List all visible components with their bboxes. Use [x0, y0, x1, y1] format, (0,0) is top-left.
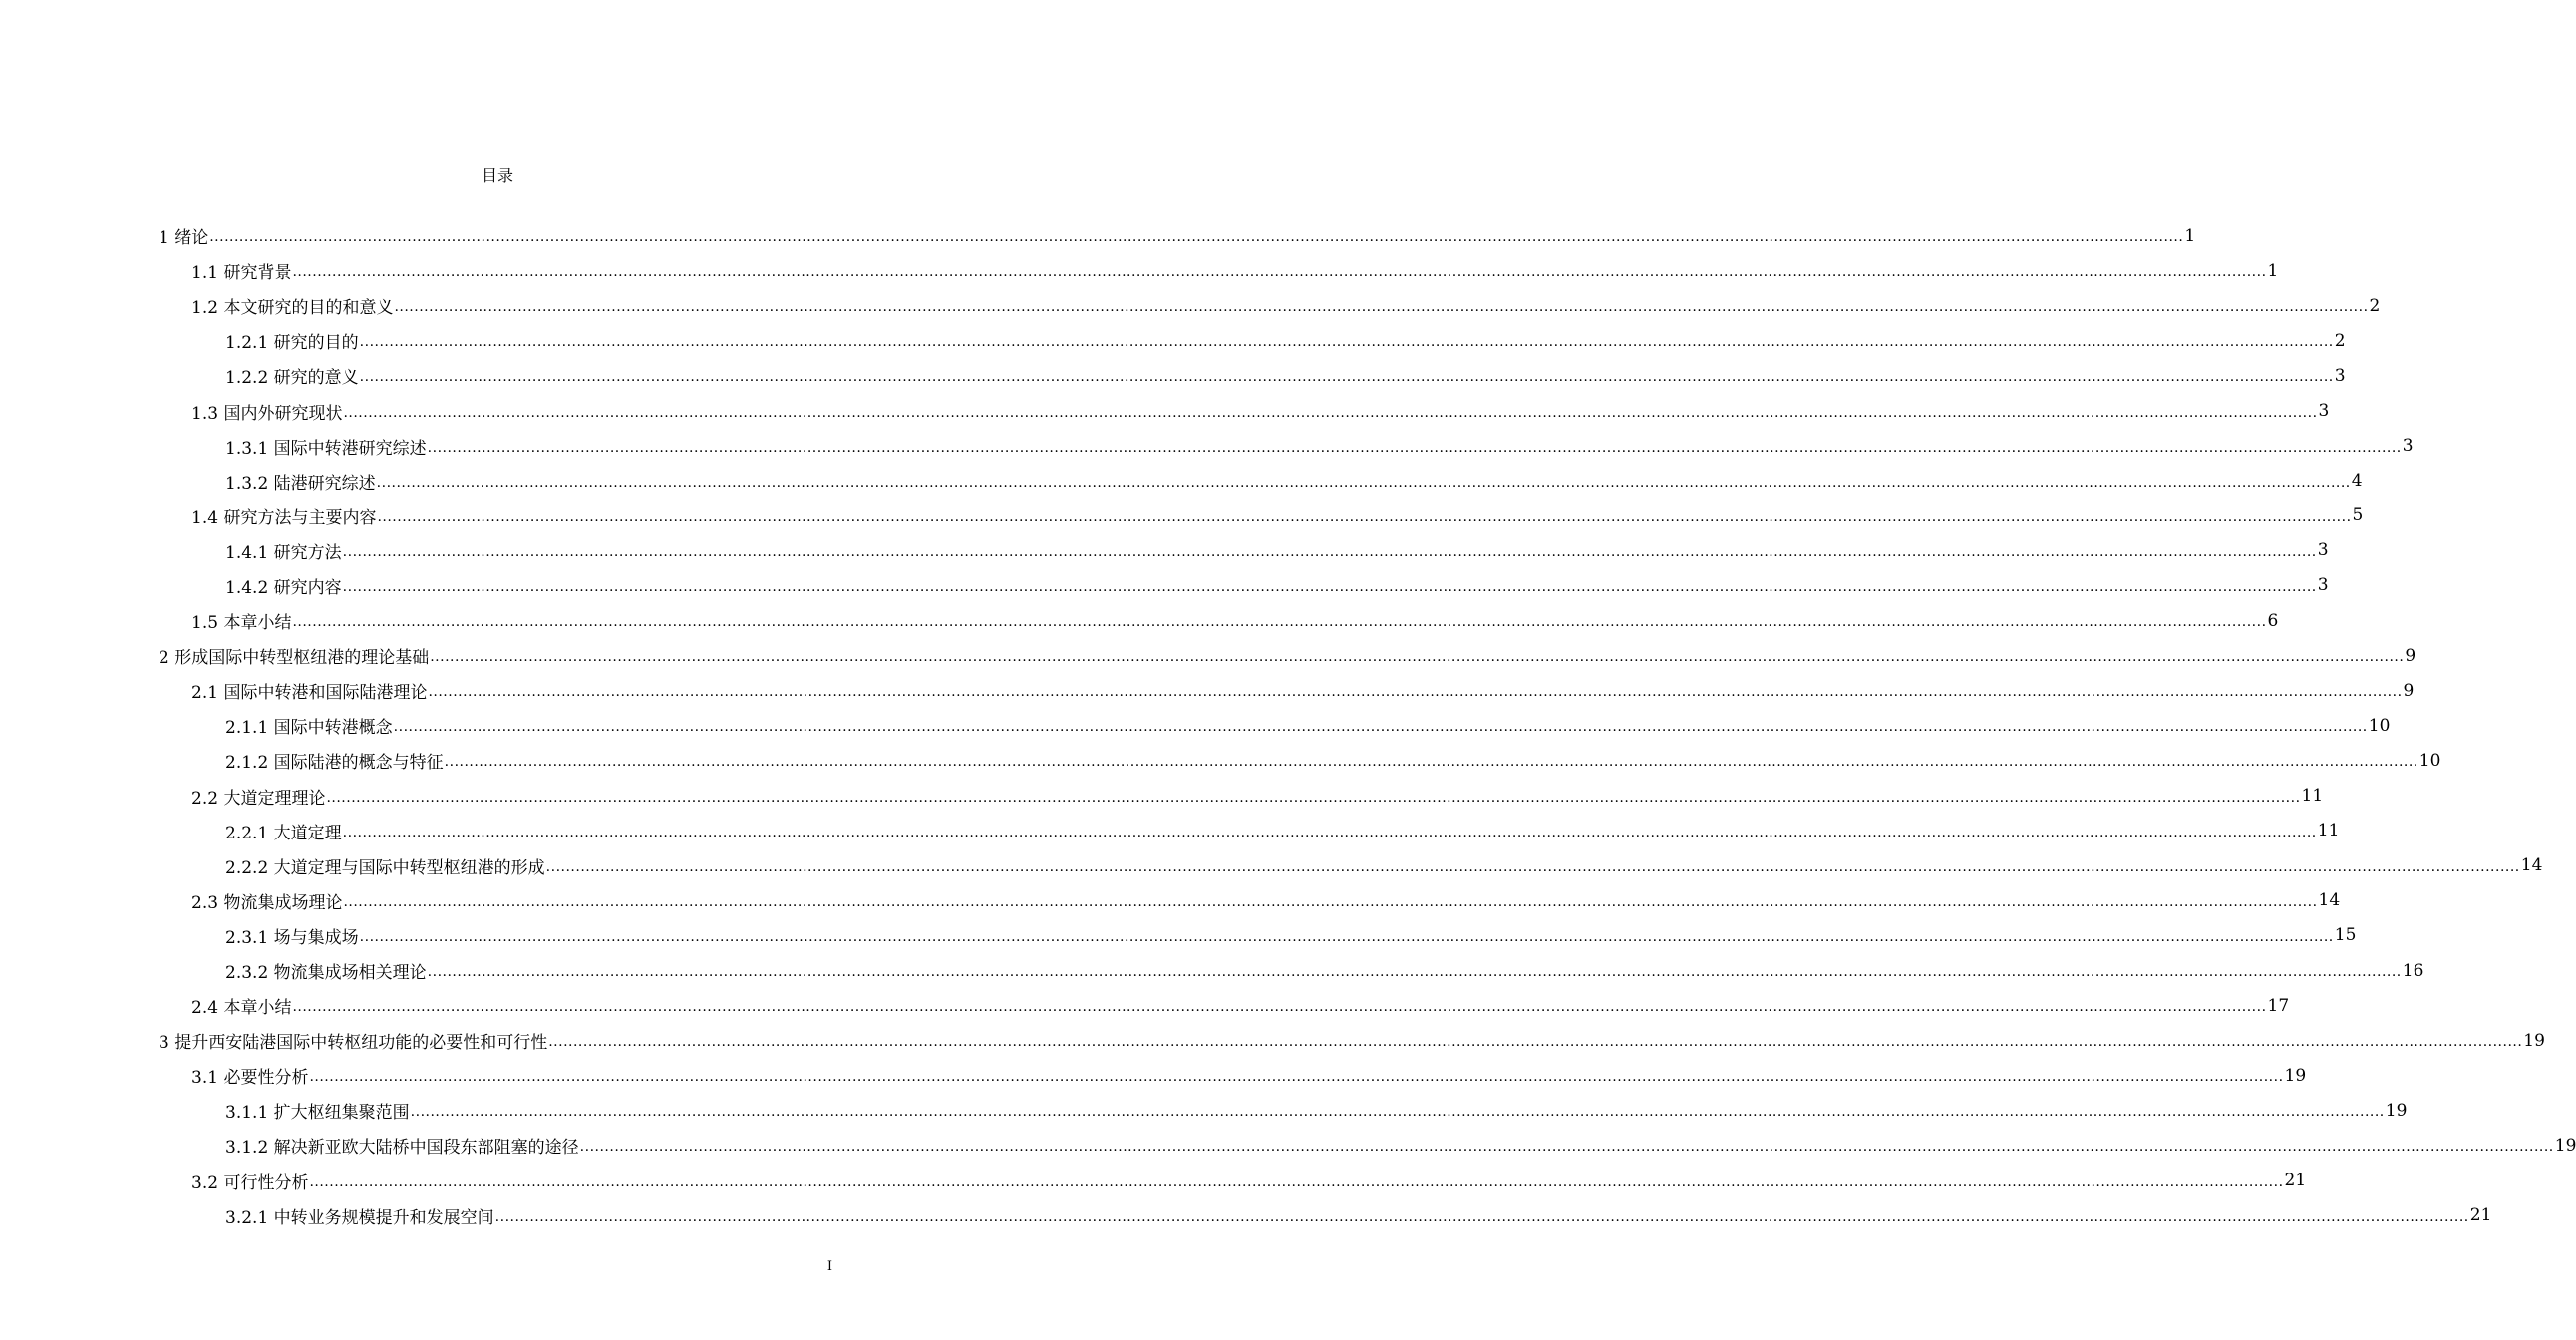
toc-dot-leader: ................................................................................................................................................................................................................................................................................................................................................................................................................ — [377, 508, 2352, 525]
toc-entry[interactable] — [0, 673, 2415, 708]
toc-entry[interactable] — [0, 429, 2414, 464]
toc-dot-leader: ................................................................................................................................................................................................................................................................................................................................................................................................................ — [359, 928, 2334, 945]
toc-entry-title: 2.3.1 场与集成场 — [225, 927, 359, 948]
toc-entry-page: 9 — [2403, 680, 2415, 701]
toc-dot-leader: ................................................................................................................................................................................................................................................................................................................................................................................................................ — [292, 264, 2267, 281]
toc-entry[interactable] — [0, 814, 2340, 848]
toc-entry[interactable] — [0, 1023, 2545, 1058]
toc-entry[interactable] — [0, 499, 2364, 533]
toc-entry[interactable] — [0, 1164, 2307, 1198]
toc-entry-title: 3.1.1 扩大枢纽集聚范围 — [225, 1103, 410, 1124]
page-number: I — [826, 1259, 832, 1274]
toc-entry-title: 3.2.1 中转业务规模提升和发展空间 — [225, 1207, 494, 1228]
toc-entry-title: 3 提升西安陆港国际中转枢纽功能的必要性和可行性 — [159, 1033, 548, 1054]
toc-entry-page: 21 — [2284, 1171, 2307, 1191]
toc-entry-page: 2 — [2334, 330, 2346, 351]
toc-entry-title: 1.4 研究方法与主要内容 — [191, 507, 377, 528]
toc-entry-page: 19 — [2554, 1135, 2576, 1156]
toc-entry-title: 2.1.2 国际陆港的概念与特征 — [225, 753, 444, 774]
toc-dot-leader: ................................................................................................................................................................................................................................................................................................................................................................................................................ — [342, 824, 2317, 840]
toc-entry-title: 1.3.1 国际中转港研究综述 — [225, 438, 427, 459]
toc-entry[interactable] — [0, 1058, 2307, 1093]
toc-entry-title: 1.1 研究背景 — [191, 263, 292, 284]
toc-entry-title: 1.2 本文研究的目的和意义 — [191, 298, 394, 319]
toc-dot-leader: ................................................................................................................................................................................................................................................................................................................................................................................................................ — [410, 1104, 2385, 1121]
toc-entry[interactable] — [0, 253, 2279, 288]
toc-entry-page: 3 — [2402, 436, 2414, 457]
toc-dot-leader: ................................................................................................................................................................................................................................................................................................................................................................................................................ — [428, 684, 2403, 701]
toc-dot-leader: ................................................................................................................................................................................................................................................................................................................................................................................................................ — [343, 404, 2318, 421]
toc-dot-leader: ................................................................................................................................................................................................................................................................................................................................................................................................................ — [427, 964, 2402, 981]
toc-dot-leader: ................................................................................................................................................................................................................................................................................................................................................................................................................ — [548, 1034, 2523, 1051]
toc-entry-title: 2.2.2 大道定理与国际中转型枢纽港的形成 — [225, 857, 545, 878]
page-title: 目录 — [481, 167, 513, 185]
toc-entry[interactable] — [0, 918, 2357, 953]
toc-entry[interactable] — [0, 638, 2416, 673]
toc-entry[interactable] — [0, 323, 2346, 358]
toc-entry-page: 19 — [2385, 1100, 2408, 1121]
toc-dot-leader: ................................................................................................................................................................................................................................................................................................................................................................................................................ — [342, 543, 2317, 560]
toc-entry[interactable] — [0, 953, 2424, 988]
toc-dot-leader: ................................................................................................................................................................................................................................................................................................................................................................................................................ — [430, 649, 2405, 666]
toc-entry-title: 1.2.2 研究的意义 — [225, 368, 359, 389]
toc-entry-page: 3 — [2318, 401, 2330, 422]
toc-entry-page: 21 — [2469, 1205, 2492, 1226]
toc-entry[interactable] — [0, 1128, 2576, 1163]
toc-dot-leader: ................................................................................................................................................................................................................................................................................................................................................................................................................ — [292, 999, 2267, 1016]
toc-entry-page: 16 — [2402, 960, 2424, 981]
table-of-contents — [0, 218, 2576, 1233]
toc-dot-leader: ................................................................................................................................................................................................................................................................................................................................................................................................................ — [326, 789, 2301, 806]
toc-entry-title: 1.4.2 研究内容 — [225, 577, 342, 598]
toc-entry[interactable] — [0, 533, 2329, 568]
toc-entry[interactable] — [0, 779, 2324, 814]
toc-entry-title: 3.1 必要性分析 — [191, 1068, 309, 1089]
toc-dot-leader: ................................................................................................................................................................................................................................................................................................................................................................................................................ — [376, 474, 2351, 491]
toc-entry[interactable] — [0, 393, 2330, 428]
toc-entry[interactable] — [0, 988, 2290, 1023]
toc-entry-title: 2.3.2 物流集成场相关理论 — [225, 963, 427, 984]
toc-entry-title: 1 绪论 — [159, 228, 209, 249]
toc-entry-title: 1.2.1 研究的目的 — [225, 333, 359, 354]
toc-entry-title: 2.2 大道定理理论 — [191, 788, 326, 809]
toc-entry[interactable] — [0, 464, 2363, 499]
toc-dot-leader: ................................................................................................................................................................................................................................................................................................................................................................................................................ — [394, 299, 2369, 316]
toc-entry-page: 14 — [2520, 855, 2543, 876]
toc-entry[interactable] — [0, 218, 2196, 253]
toc-entry-page: 11 — [2301, 786, 2324, 807]
toc-entry-page: 19 — [2284, 1065, 2307, 1086]
toc-entry-title: 2.3 物流集成场理论 — [191, 892, 343, 913]
toc-entry-title: 3.2 可行性分析 — [191, 1172, 309, 1193]
toc-entry-page: 11 — [2317, 821, 2340, 841]
toc-dot-leader: ................................................................................................................................................................................................................................................................................................................................................................................................................ — [579, 1139, 2554, 1156]
toc-entry-page: 3 — [2317, 575, 2329, 596]
toc-entry[interactable] — [0, 1093, 2408, 1128]
toc-dot-leader: ................................................................................................................................................................................................................................................................................................................................................................................................................ — [359, 369, 2334, 386]
toc-dot-leader: ................................................................................................................................................................................................................................................................................................................................................................................................................ — [393, 719, 2368, 736]
toc-entry-page: 3 — [2334, 365, 2346, 386]
toc-entry-title: 1.5 本章小结 — [191, 613, 292, 634]
toc-dot-leader: ................................................................................................................................................................................................................................................................................................................................................................................................................ — [342, 578, 2317, 595]
toc-dot-leader: ................................................................................................................................................................................................................................................................................................................................................................................................................ — [427, 439, 2402, 456]
toc-entry-title: 2 形成国际中转型枢纽港的理论基础 — [159, 648, 430, 669]
toc-entry-page: 1 — [2184, 225, 2196, 246]
toc-dot-leader: ................................................................................................................................................................................................................................................................................................................................................................................................................ — [494, 1208, 2469, 1225]
toc-entry-page: 10 — [2368, 715, 2391, 736]
toc-entry-page: 2 — [2369, 295, 2381, 316]
toc-dot-leader: ................................................................................................................................................................................................................................................................................................................................................................................................................ — [309, 1069, 2284, 1086]
toc-entry-title: 2.1 国际中转港和国际陆港理论 — [191, 683, 428, 704]
toc-entry-title: 2.1.1 国际中转港概念 — [225, 718, 393, 739]
toc-entry[interactable] — [0, 848, 2543, 883]
toc-entry-page: 17 — [2267, 995, 2290, 1016]
toc-entry[interactable] — [0, 743, 2441, 778]
toc-dot-leader: ................................................................................................................................................................................................................................................................................................................................................................................................................ — [292, 614, 2267, 631]
toc-entry-title: 3.1.2 解决新亚欧大陆桥中国段东部阻塞的途径 — [225, 1138, 579, 1159]
toc-entry-page: 3 — [2317, 540, 2329, 561]
toc-entry[interactable] — [0, 288, 2381, 323]
toc-entry-title: 1.3 国内外研究现状 — [191, 403, 343, 424]
toc-entry-page: 6 — [2267, 610, 2279, 631]
toc-dot-leader: ................................................................................................................................................................................................................................................................................................................................................................................................................ — [545, 858, 2520, 875]
toc-entry[interactable] — [0, 1198, 2492, 1233]
toc-dot-leader: ................................................................................................................................................................................................................................................................................................................................................................................................................ — [359, 334, 2334, 351]
toc-entry-page: 10 — [2418, 750, 2441, 771]
toc-entry-title: 2.2.1 大道定理 — [225, 823, 342, 843]
toc-entry[interactable] — [0, 568, 2329, 603]
toc-entry[interactable] — [0, 708, 2391, 743]
toc-entry-page: 14 — [2318, 890, 2341, 911]
toc-dot-leader: ................................................................................................................................................................................................................................................................................................................................................................................................................ — [444, 754, 2418, 771]
toc-entry-page: 19 — [2523, 1030, 2545, 1051]
toc-entry[interactable] — [0, 883, 2341, 918]
toc-entry-title: 1.4.1 研究方法 — [225, 542, 342, 563]
toc-entry-title: 1.3.2 陆港研究综述 — [225, 473, 376, 494]
toc-entry-page: 5 — [2352, 505, 2364, 526]
toc-dot-leader: ................................................................................................................................................................................................................................................................................................................................................................................................................ — [209, 229, 2184, 246]
toc-entry[interactable] — [0, 603, 2279, 638]
toc-entry-page: 9 — [2405, 645, 2416, 666]
toc-dot-leader: ................................................................................................................................................................................................................................................................................................................................................................................................................ — [343, 893, 2318, 910]
toc-entry-page: 4 — [2351, 471, 2363, 492]
toc-entry[interactable] — [0, 358, 2346, 393]
toc-entry-page: 1 — [2267, 260, 2279, 281]
toc-entry-title: 2.4 本章小结 — [191, 998, 292, 1019]
toc-entry-page: 15 — [2334, 925, 2357, 946]
toc-dot-leader: ................................................................................................................................................................................................................................................................................................................................................................................................................ — [309, 1173, 2284, 1190]
